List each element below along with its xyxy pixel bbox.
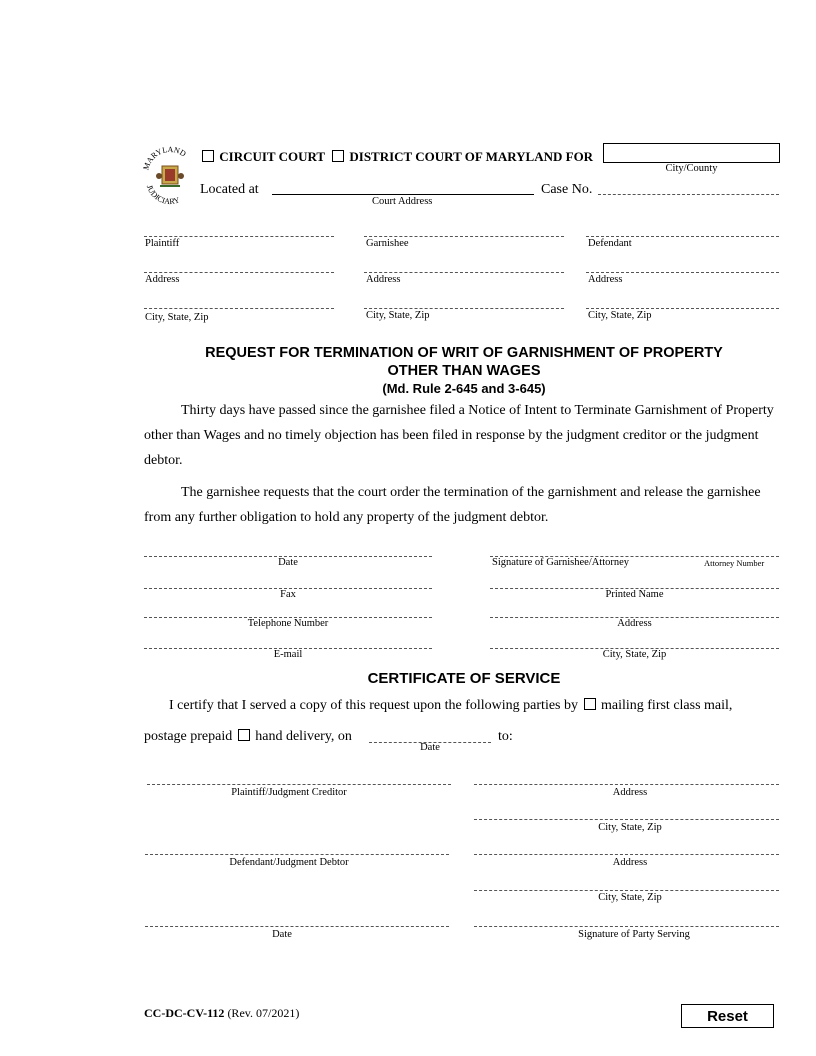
- creditor-city-input[interactable]: [474, 803, 779, 820]
- located-at-label: Located at: [200, 182, 259, 197]
- to-label: to:: [498, 729, 513, 744]
- certificate-heading: CERTIFICATE OF SERVICE: [367, 670, 561, 687]
- body-paragraph-1: Thirty days have passed since the garnishee filed a Notice of Intent to Terminate Garnishment of Property other than Wages and no timely objection has been filed in response by the judgment creditor or the judgment debtor.: [144, 403, 774, 468]
- court-address-label: Court Address: [372, 196, 433, 207]
- body-paragraph-2: The garnishee requests that the court order the termination of the garnishment and release the garnishee from any further obligation to hold any property of the judgment debtor.: [144, 485, 761, 525]
- form-title-line2: OTHER THAN WAGES: [387, 363, 541, 379]
- svg-text:MARYLAND: MARYLAND: [142, 144, 188, 172]
- email-input[interactable]: [144, 632, 432, 649]
- service-date-label: Date: [420, 742, 440, 753]
- form-revision: (Rev. 07/2021): [227, 1006, 300, 1020]
- attorney-address-input[interactable]: [490, 601, 779, 618]
- creditor-address-label: Address: [612, 787, 648, 798]
- city-county-input[interactable]: [603, 143, 780, 163]
- form-rule: (Md. Rule 2-645 and 3-645): [382, 381, 546, 396]
- case-number-input[interactable]: [598, 178, 779, 195]
- circuit-court-checkbox[interactable]: [202, 150, 214, 162]
- debtor-address-label: Address: [612, 857, 648, 868]
- defendant-label: Defendant: [588, 238, 632, 249]
- mailing-checkbox[interactable]: [584, 698, 596, 710]
- district-court-checkbox[interactable]: [332, 150, 344, 162]
- garnishee-input[interactable]: [364, 220, 564, 237]
- date-input[interactable]: [144, 540, 432, 557]
- defendant-city-input[interactable]: [586, 292, 779, 309]
- reset-button[interactable]: Reset: [681, 1004, 774, 1028]
- debtor-address-input[interactable]: [474, 838, 779, 855]
- telephone-label: Telephone Number: [247, 618, 329, 629]
- certify-text: I certify that I served a copy of this request upon the following parties by: [169, 698, 578, 713]
- garnishee-address-label: Address: [366, 274, 401, 285]
- svg-text:JUDICIARY: JUDICIARY: [144, 183, 181, 206]
- plaintiff-address-label: Address: [145, 274, 180, 285]
- debtor-city-input[interactable]: [474, 874, 779, 891]
- city-county-label: City/County: [665, 163, 718, 174]
- postage-label: postage prepaid: [144, 729, 233, 744]
- attorney-number-label: Attorney Number: [704, 558, 765, 568]
- attorney-address-label: Address: [617, 618, 652, 629]
- plaintiff-creditor-label: Plaintiff/Judgment Creditor: [231, 787, 347, 798]
- garnishee-address-input[interactable]: [364, 256, 564, 273]
- service-sign-date-input[interactable]: [145, 910, 449, 927]
- printed-name-input[interactable]: [490, 572, 779, 589]
- service-date-input[interactable]: [369, 726, 491, 743]
- maryland-judiciary-seal: [142, 144, 198, 206]
- defendant-city-label: City, State, Zip: [588, 310, 652, 321]
- hand-delivery-checkbox[interactable]: [238, 729, 250, 741]
- garnishee-city-input[interactable]: [364, 292, 564, 309]
- garnishee-label: Garnishee: [366, 238, 409, 249]
- plaintiff-city-input[interactable]: [144, 292, 334, 309]
- signature-label: Signature of Garnishee/Attorney: [492, 557, 630, 568]
- signature-input[interactable]: [490, 540, 779, 557]
- party-serving-signature-input[interactable]: [474, 910, 779, 927]
- garnishee-city-label: City, State, Zip: [366, 310, 430, 321]
- attorney-city-label: City, State, Zip: [602, 649, 667, 660]
- creditor-address-input[interactable]: [474, 768, 779, 785]
- service-sign-date-label: Date: [272, 929, 292, 940]
- defendant-address-label: Address: [588, 274, 623, 285]
- fax-input[interactable]: [144, 572, 432, 589]
- debtor-city-label: City, State, Zip: [598, 892, 662, 903]
- hand-delivery-label: hand delivery, on: [255, 729, 352, 744]
- telephone-input[interactable]: [144, 601, 432, 618]
- date-label: Date: [278, 557, 298, 568]
- email-label: E-mail: [273, 649, 303, 660]
- party-serving-signature-label: Signature of Party Serving: [578, 929, 690, 940]
- defendant-address-input[interactable]: [586, 256, 779, 273]
- attorney-city-input[interactable]: [490, 632, 779, 649]
- form-title-line1: REQUEST FOR TERMINATION OF WRIT OF GARNISHMENT OF PROPERTY: [205, 345, 723, 361]
- plaintiff-creditor-input[interactable]: [147, 768, 451, 785]
- plaintiff-city-label: City, State, Zip: [145, 312, 209, 323]
- defendant-debtor-input[interactable]: [145, 838, 449, 855]
- case-no-label: Case No.: [541, 182, 593, 197]
- creditor-city-label: City, State, Zip: [598, 822, 662, 833]
- defendant-debtor-label: Defendant/Judgment Debtor: [229, 857, 349, 868]
- mailing-label: mailing first class mail,: [601, 698, 733, 713]
- court-address-input[interactable]: [272, 178, 534, 195]
- circuit-court-label: CIRCUIT COURT: [219, 149, 325, 164]
- plaintiff-address-input[interactable]: [144, 256, 334, 273]
- fax-label: Fax: [280, 589, 296, 600]
- district-court-label: DISTRICT COURT OF MARYLAND FOR: [349, 149, 594, 164]
- form-number: CC-DC-CV-112: [144, 1006, 225, 1020]
- printed-name-label: Printed Name: [605, 589, 664, 600]
- plaintiff-input[interactable]: [144, 220, 334, 237]
- plaintiff-label: Plaintiff: [145, 238, 180, 249]
- defendant-input[interactable]: [586, 220, 779, 237]
